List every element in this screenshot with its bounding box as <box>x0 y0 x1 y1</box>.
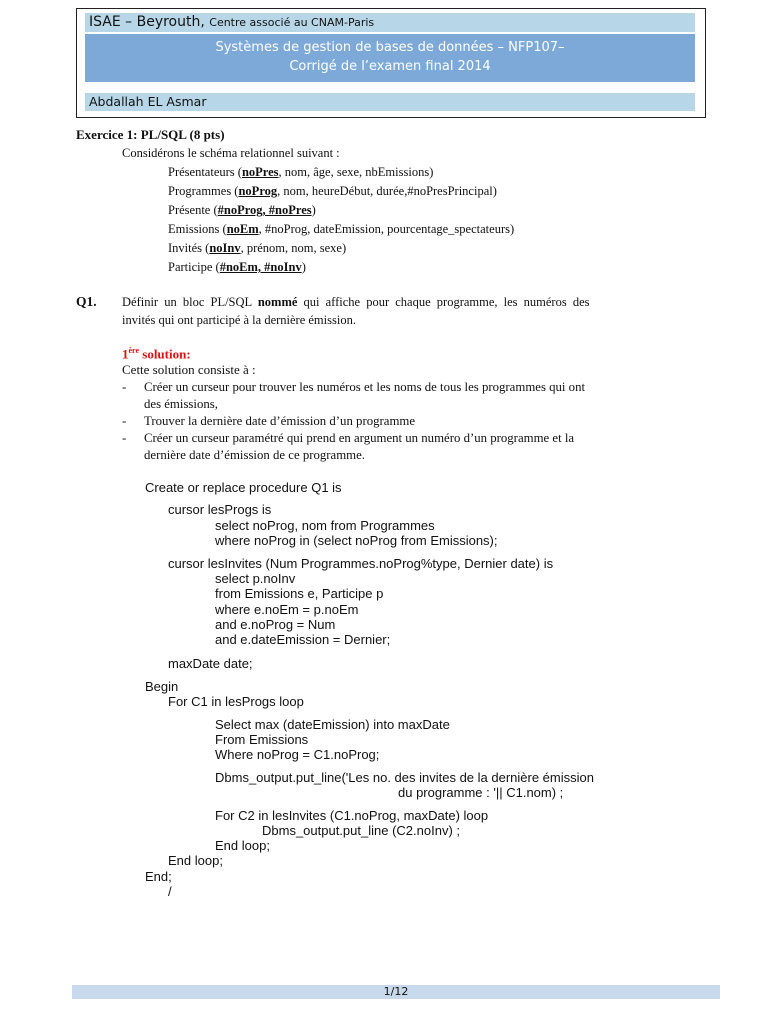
code-line: Create or replace procedure Q1 is <box>145 480 342 495</box>
question-label: Q1. <box>76 294 97 309</box>
bullet-text: Créer un curseur pour trouver les numéros et les noms de tous les programmes qui ont des émissions, <box>144 380 586 411</box>
code-line: From Emissions <box>215 732 309 747</box>
schema-line: Présentateurs (noPres, nom, âge, sexe, nbEmissions) <box>168 165 434 179</box>
course-title-band <box>85 34 695 82</box>
bullet-text: Créer un curseur paramétré qui prend en argument un numéro d’un programme et la dernière date d’émission de ce programme. <box>144 431 575 462</box>
code-line: End loop; <box>168 853 223 868</box>
code-line: where noProg in (select noProg from Emissions); <box>215 533 498 548</box>
course-title: Systèmes de gestion de bases de données – NFP107– <box>215 40 565 55</box>
schema-line: Emissions (noEm, #noProg, dateEmission, pourcentage_spectateurs) <box>168 222 515 236</box>
code-line: / <box>168 884 172 899</box>
code-line: and e.dateEmission = Dernier; <box>215 632 391 647</box>
solution-intro: Cette solution consiste à : <box>122 362 256 377</box>
code-line: End; <box>145 869 172 884</box>
code-line: and e.noProg = Num <box>215 617 336 632</box>
code-line: from Emissions e, Participe p <box>215 586 384 601</box>
code-line: Dbms_output.put_line (C2.noInv) ; <box>262 823 460 838</box>
question-text: Définir un bloc PL/SQL nommé qui affiche pour chaque programme, les numéros des <box>122 295 590 309</box>
schema-line: Participe (#noEm, #noInv) <box>168 260 306 274</box>
schema-line: Programmes (noProg, nom, heureDébut, durée,#noPresPrincipal) <box>168 184 497 198</box>
code-line: Select max (dateEmission) into maxDate <box>215 717 450 732</box>
schema-line: Présente (#noProg, #noPres) <box>168 203 316 217</box>
question-text-line2: invités qui ont participé à la dernière émission. <box>122 313 356 327</box>
author-band <box>85 93 695 111</box>
code-line: cursor lesInvites (Num Programmes.noProg%type, Dernier date) is <box>168 556 554 571</box>
code-line: select noProg, nom from Programmes <box>215 518 435 533</box>
school-band <box>85 13 695 32</box>
exercise-intro: Considérons le schéma relationnel suivant : <box>122 146 340 160</box>
code-line: Where noProg = C1.noProg; <box>215 747 380 762</box>
page-number: 1/12 <box>383 985 409 998</box>
header-box <box>76 8 706 118</box>
code-line: For C1 in lesProgs loop <box>168 694 304 709</box>
code-line: End loop; <box>215 838 270 853</box>
exercise-title: Exercice 1: PL/SQL (8 pts) <box>76 127 225 142</box>
school-name: ISAE – Beyrouth, <box>89 14 205 30</box>
solution-label: 1ère solution: <box>122 346 191 362</box>
code-line: Dbms_output.put_line('Les no. des invites de la dernière émission <box>215 770 594 785</box>
schema-line: Invités (noInv, prénom, nom, sexe) <box>168 241 347 255</box>
code-line: For C2 in lesInvites (C1.noProg, maxDate) loop <box>215 808 489 823</box>
bullet-mark: - <box>122 413 127 428</box>
bullet-mark: - <box>122 430 127 445</box>
code-line: du programme : '|| C1.nom) ; <box>398 785 564 800</box>
bullet-mark: - <box>122 379 127 394</box>
code-line: cursor lesProgs is <box>168 502 272 517</box>
exam-title: Corrigé de l’examen final 2014 <box>289 59 491 74</box>
code-line: select p.noInv <box>215 571 296 586</box>
bullet-text: Trouver la dernière date d’émission d’un programme <box>144 414 416 428</box>
author-name: Abdallah EL Asmar <box>89 94 207 109</box>
code-line: Begin <box>145 679 179 694</box>
page-footer <box>72 985 720 999</box>
school-subtitle: Centre associé au CNAM-Paris <box>209 16 375 29</box>
code-line: where e.noEm = p.noEm <box>215 602 359 617</box>
code-line: maxDate date; <box>168 656 253 671</box>
